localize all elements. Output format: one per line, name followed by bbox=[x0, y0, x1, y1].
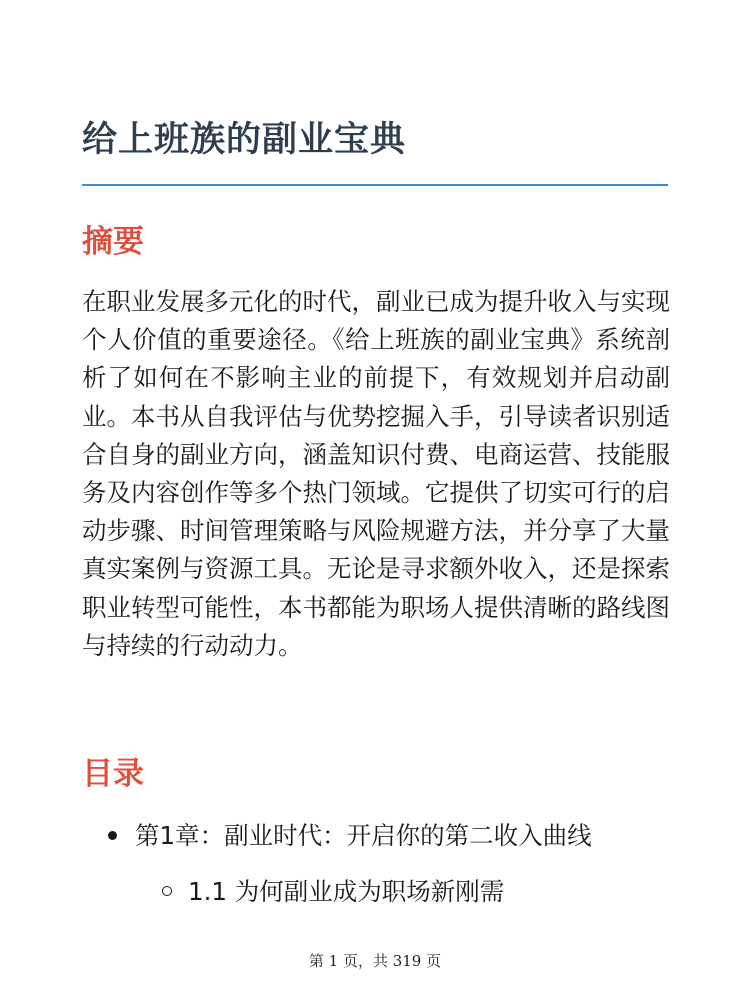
toc-section-item[interactable] bbox=[162, 874, 504, 910]
toc-section-label: 1.1 为何副业成为职场新刚需 bbox=[188, 877, 505, 906]
toc-chapter-item[interactable] bbox=[108, 818, 592, 854]
abstract-paragraph: 在职业发展多元化的时代，副业已成为提升收入与实现个人价值的重要途径。《给上班族的副业宝典》系统剖析了如何在不影响主业的前提下，有效规划并启动副业。本书从自我评估与优势挖掘入手，引导读者识别适合自身的副业方向，涵盖知识付费、电商运营、技能服务及内容创作等多个热门领域。它提供了切实可行的启动步骤、时间管理策略与风险规避方法，并分享了大量真实案例与资源工具。无论是寻求额外收入，还是探索职业转型可能性，本书都能为职场人提供清晰的路线图与持续的行动动力。 bbox=[82, 287, 670, 660]
bullet-circle-icon bbox=[162, 886, 172, 896]
document-title: 给上班族的副业宝典 bbox=[82, 120, 407, 160]
bullet-disc-icon bbox=[108, 831, 117, 840]
document-page bbox=[82, 0, 668, 1000]
abstract-heading: 摘要 bbox=[82, 224, 144, 260]
toc-heading: 目录 bbox=[82, 756, 144, 792]
title-divider bbox=[82, 184, 668, 186]
page-number-footer: 第 1 页，共 319 页 bbox=[308, 952, 442, 970]
toc-chapter-label: 第1章：副业时代：开启你的第二收入曲线 bbox=[135, 821, 592, 850]
